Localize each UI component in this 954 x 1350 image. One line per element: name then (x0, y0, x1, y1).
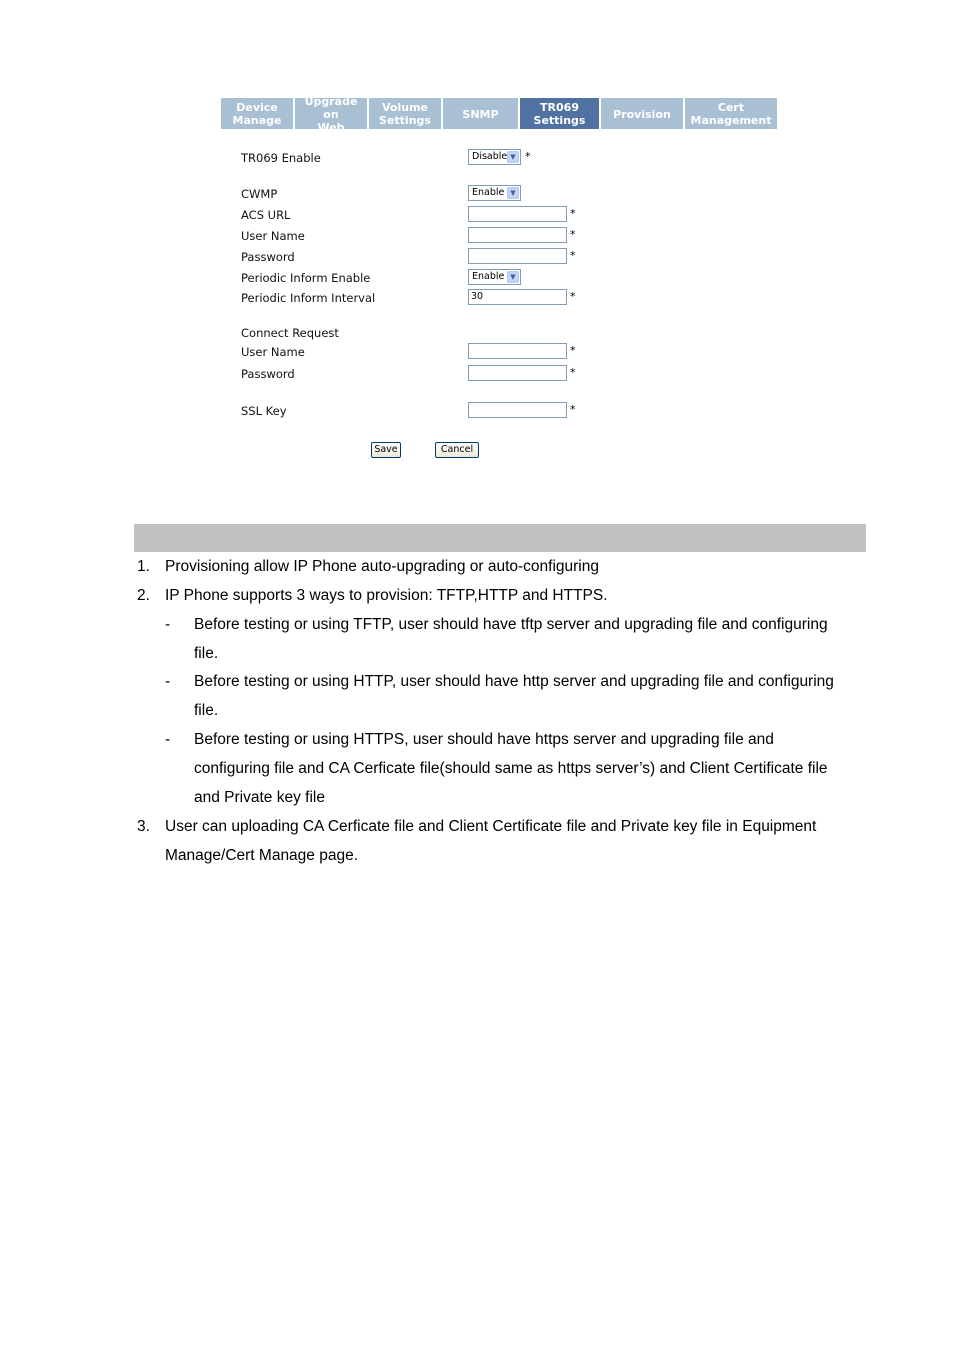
tab-label-line2: Settings (533, 114, 586, 127)
sub-item-line: Before testing or using TFTP, user should have tftp server and upgrading file and configuring (194, 616, 828, 633)
user-name-label: User Name (241, 229, 305, 243)
tab-device-manage[interactable] (221, 98, 295, 129)
list-item: Provisioning allow IP Phone auto-upgrading or auto-configuring (165, 558, 599, 575)
cr-user-name-label: User Name (241, 345, 305, 359)
cr-password-label: Password (241, 367, 295, 381)
tab-label-line1: SNMP (462, 107, 499, 121)
sub-bullet: - (165, 731, 171, 748)
cr-password-input[interactable] (468, 365, 567, 381)
ssl-key-input[interactable] (468, 402, 567, 418)
user-name-input[interactable] (468, 227, 567, 243)
required-asterisk: * (570, 290, 576, 303)
password-label: Password (241, 250, 295, 264)
required-asterisk: * (570, 344, 576, 357)
sub-item-line: configuring file and CA Cerficate file(should same as https server’s) and Client Certificate file (194, 760, 828, 777)
chevron-down-icon: ▼ (507, 151, 519, 163)
required-asterisk: * (570, 366, 576, 379)
list-number: 3. (137, 818, 150, 835)
tab-label-line1: Upgrade on (304, 94, 358, 121)
section-heading-bar (134, 524, 866, 552)
connect-request-heading: Connect Request (241, 326, 339, 340)
list-number: 1. (137, 558, 150, 575)
required-asterisk: * (570, 228, 576, 241)
required-asterisk: * (570, 403, 576, 416)
ssl-key-label: SSL Key (241, 404, 287, 418)
sub-bullet: - (165, 673, 171, 690)
tr069-enable-value: Disable (472, 151, 508, 162)
acs-url-label: ACS URL (241, 208, 291, 222)
save-button[interactable]: Save (371, 442, 401, 458)
periodic-inform-enable-value: Enable (472, 271, 505, 282)
tab-provision[interactable] (601, 98, 685, 129)
tab-label-line2: Settings (379, 114, 431, 127)
sub-item-line: file. (194, 702, 219, 719)
tab-cert-management[interactable] (685, 98, 777, 129)
list-item-continuation: Manage/Cert Manage page. (165, 847, 359, 864)
tab-label-line1: Device (236, 101, 278, 114)
cancel-button[interactable]: Cancel (435, 442, 479, 458)
tab-tr069-settings[interactable] (520, 98, 601, 129)
required-asterisk: * (570, 207, 576, 220)
periodic-inform-enable-select[interactable] (468, 269, 521, 285)
required-asterisk: * (570, 249, 576, 262)
tr069-enable-label: TR069 Enable (241, 151, 321, 165)
cwmp-value: Enable (472, 187, 505, 198)
list-item: User can uploading CA Cerficate file and Client Certificate file and Private key file in Equipment (165, 818, 817, 835)
periodic-inform-interval-input[interactable]: 30 (468, 289, 567, 305)
periodic-inform-enable-label: Periodic Inform Enable (241, 271, 371, 285)
tab-label-line2: Management (690, 114, 772, 127)
tab-snmp[interactable] (443, 98, 520, 129)
settings-tab-bar (221, 94, 777, 134)
list-number: 2. (137, 587, 150, 604)
password-input[interactable] (468, 248, 567, 264)
tab-label-line1: Cert (717, 101, 745, 114)
sub-item-line: file. (194, 645, 219, 662)
sub-bullet: - (165, 616, 171, 633)
sub-item-line: and Private key file (194, 789, 325, 806)
tab-volume-settings[interactable] (369, 98, 443, 129)
cr-user-name-input[interactable] (468, 343, 567, 359)
chevron-down-icon: ▼ (507, 187, 519, 199)
list-item: IP Phone supports 3 ways to provision: TFTP,HTTP and HTTPS. (165, 587, 608, 604)
tab-label-line2: Web (317, 120, 345, 134)
cwmp-select[interactable] (468, 185, 521, 201)
periodic-inform-interval-label: Periodic Inform Interval (241, 291, 376, 305)
chevron-down-icon: ▼ (507, 271, 519, 283)
required-asterisk: * (525, 150, 531, 163)
sub-item-line: Before testing or using HTTP, user should have http server and upgrading file and configuring (194, 673, 834, 690)
tab-label-line1: Provision (613, 107, 671, 121)
tab-label-line1: Volume (382, 101, 428, 114)
acs-url-input[interactable] (468, 206, 567, 222)
tab-label-line1: TR069 (540, 101, 579, 114)
cwmp-label: CWMP (241, 187, 278, 201)
tr069-enable-select[interactable] (468, 149, 521, 165)
tab-label-line2: Manage (232, 114, 282, 127)
sub-item-line: Before testing or using HTTPS, user should have https server and upgrading file and (194, 731, 774, 748)
tab-upgrade-on-web[interactable] (295, 94, 369, 134)
